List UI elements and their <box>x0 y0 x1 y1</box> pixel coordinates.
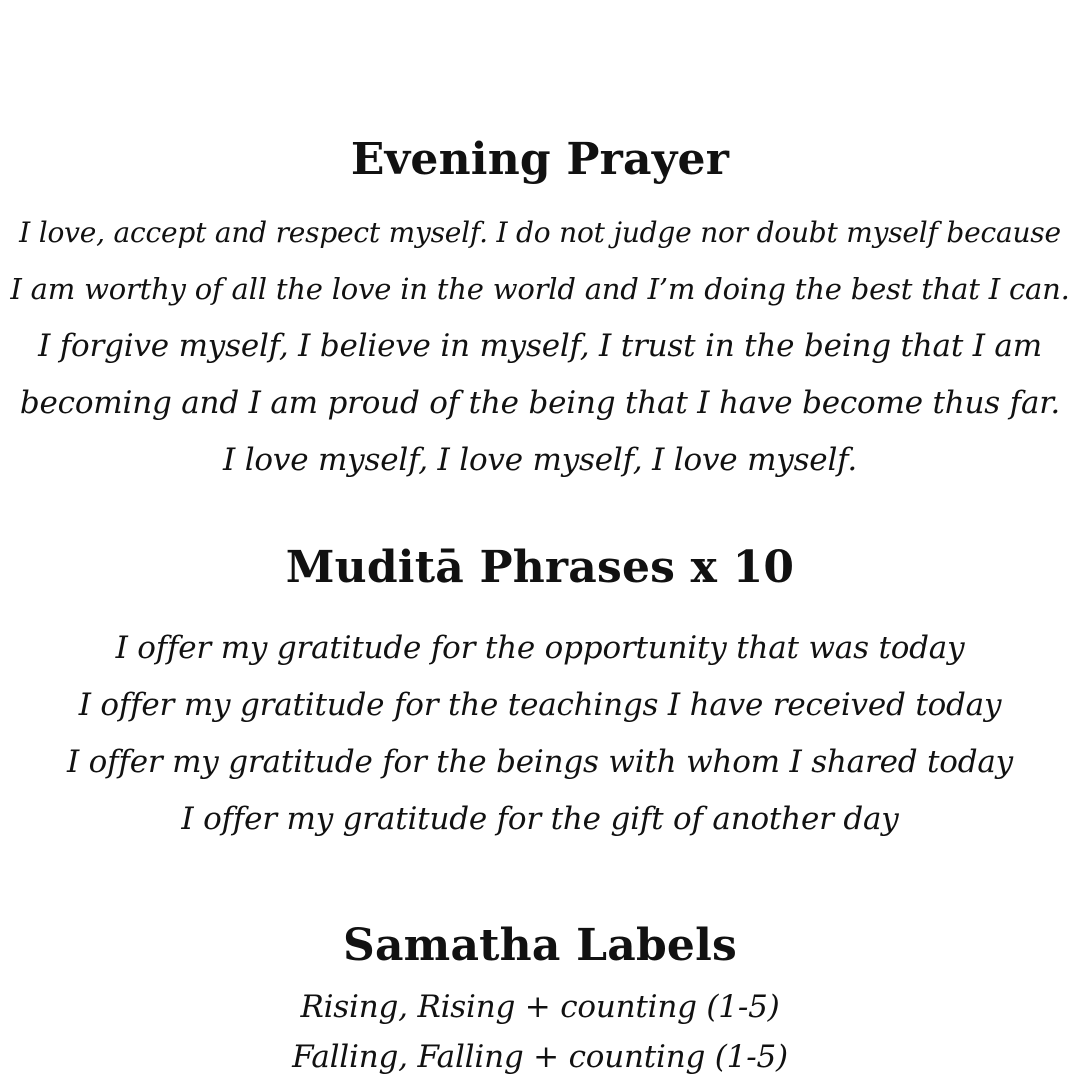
mudita-phrases-text <box>0 620 1080 848</box>
phrase-line: I offer my gratitude for the opportunity that was today <box>115 630 965 666</box>
evening-prayer-heading: Evening Prayer <box>350 134 730 185</box>
prayer-line: I love, accept and respect myself. I do not judge nor doubt myself because <box>19 216 1061 249</box>
phrase-line: I offer my gratitude for the beings with whom I shared today <box>66 744 1013 780</box>
label-line: Rising, Rising + counting (1-5) <box>300 989 780 1025</box>
label-line: Falling, Falling + counting (1-5) <box>292 1039 788 1075</box>
prayer-line: I forgive myself, I believe in myself, I trust in the being that I am <box>38 328 1042 364</box>
phrase-line: I offer my gratitude for the gift of another day <box>181 801 899 837</box>
prayer-line: becoming and I am proud of the being that I have become thus far. <box>19 385 1061 421</box>
samatha-labels-text <box>0 982 1080 1082</box>
prayer-line: I love myself, I love myself, I love myself. <box>223 442 857 478</box>
mudita-phrases-heading: Muditā Phrases x 10 <box>285 542 795 593</box>
phrase-line: I offer my gratitude for the teachings I have received today <box>78 687 1002 723</box>
evening-prayer-text <box>0 204 1080 489</box>
samatha-labels-heading: Samatha Labels <box>343 920 737 971</box>
prayer-line: I am worthy of all the love in the world and I’m doing the best that I can. <box>10 272 1070 306</box>
